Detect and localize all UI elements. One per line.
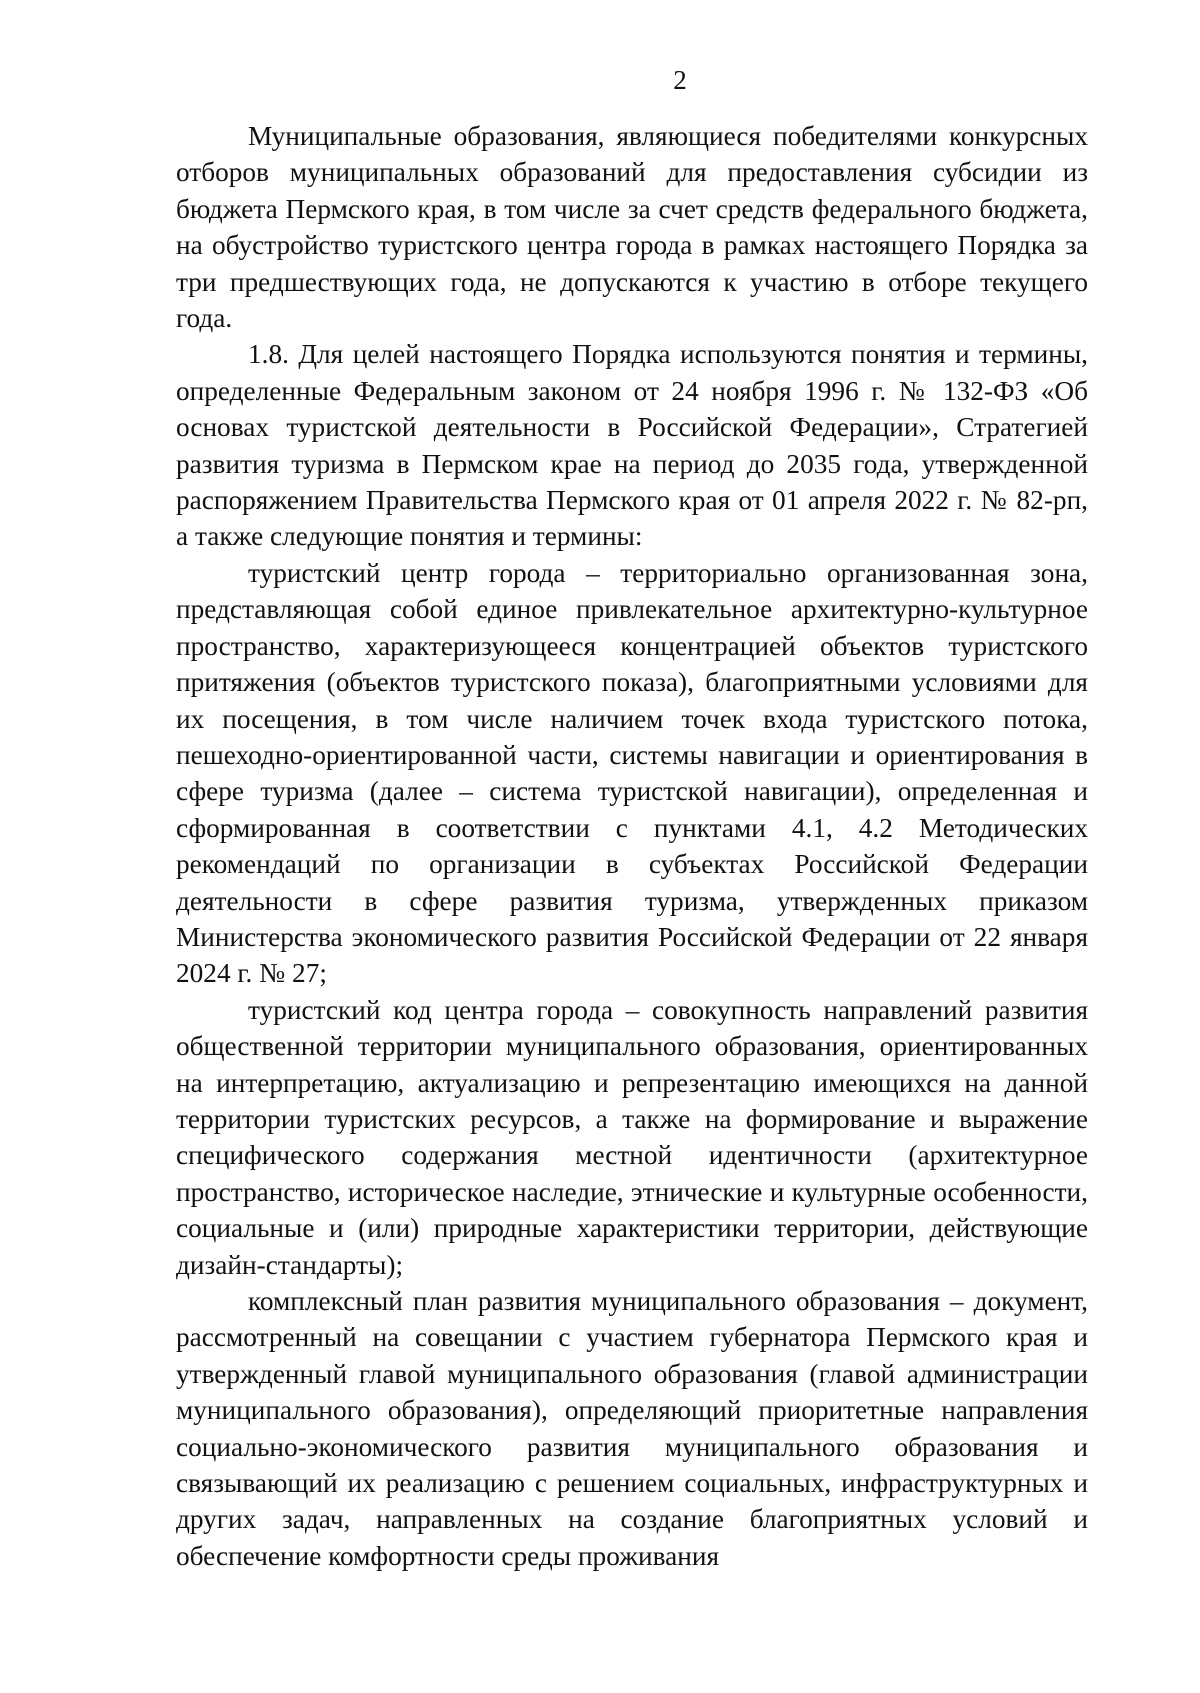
paragraph-tourist-center-definition: туристский центр города – территориально организованная зона, представляющая собой единое привлекательное архитектурно-культурное пространство, характеризующееся концентрацией объектов туристского притяжения (объектов туристского показа), благоприятными условиями для их посещения, в том числе наличием точек входа туристского потока, пешеходно-ориентированной части, системы навигации и ориентирования в сфере туризма (далее – система туристской навигации), определенная и сформированная в соответствии с пунктами 4.1, 4.2 Методических рекомендаций по организации в субъектах Российской Федерации деятельности в сфере развития туризма, утвержденных приказом Министерства экономического развития Российской Федерации от 22 января 2024 г. № 27; xyxy=(176,557,1088,989)
paragraph-development-plan-definition: комплексный план развития муниципального образования – документ, рассмотренный на совещании с участием губернатора Пермского края и утвержденный главой муниципального образования (главой администрации муниципального образования), определяющий приоритетные направления социально-экономического развития муниципального образования и связывающий их реализацию с решением социальных, инфраструктурных и других задач, направленных на создание благоприятных условий и обеспечение комфортности среды проживания xyxy=(176,1286,1088,1571)
paragraph-tourist-code-definition: туристский код центра города – совокупность направлений развития общественной территории муниципального образования, ориентированных на интерпретацию, актуализацию и репрезентацию имеющихся на данной территории туристских ресурсов, а также на формирование и выражение специфического содержания местной идентичности (архитектурное пространство, историческое наследие, этнические и культурные особенности, социальные и (или) природные характеристики территории, действующие дизайн-стандарты); xyxy=(176,994,1088,1280)
page-number: 2 xyxy=(673,65,687,95)
paragraph-winners-restriction: Муниципальные образования, являющиеся победителями конкурсных отборов муниципальных образований для предоставления субсидии из бюджета Пермского края, в том числе за счет средств федерального бюджета, на обустройство туристского центра города в рамках настоящего Порядка за три предшествующих года, не допускаются к участию в отборе текущего года. xyxy=(176,121,1088,334)
paragraph-1-8-terms: 1.8. Для целей настоящего Порядка используются понятия и термины, определенные Федеральным законом от 24 ноября 1996 г. № 132-ФЗ «Об основах туристской деятельности в Российской Федерации», Стратегией развития туризма в Пермском крае на период до 2035 года, утвержденной распоряжением Правительства Пермского края от 01 апреля 2022 г. № 82-рп, а также следующие понятия и термины: xyxy=(176,339,1088,552)
